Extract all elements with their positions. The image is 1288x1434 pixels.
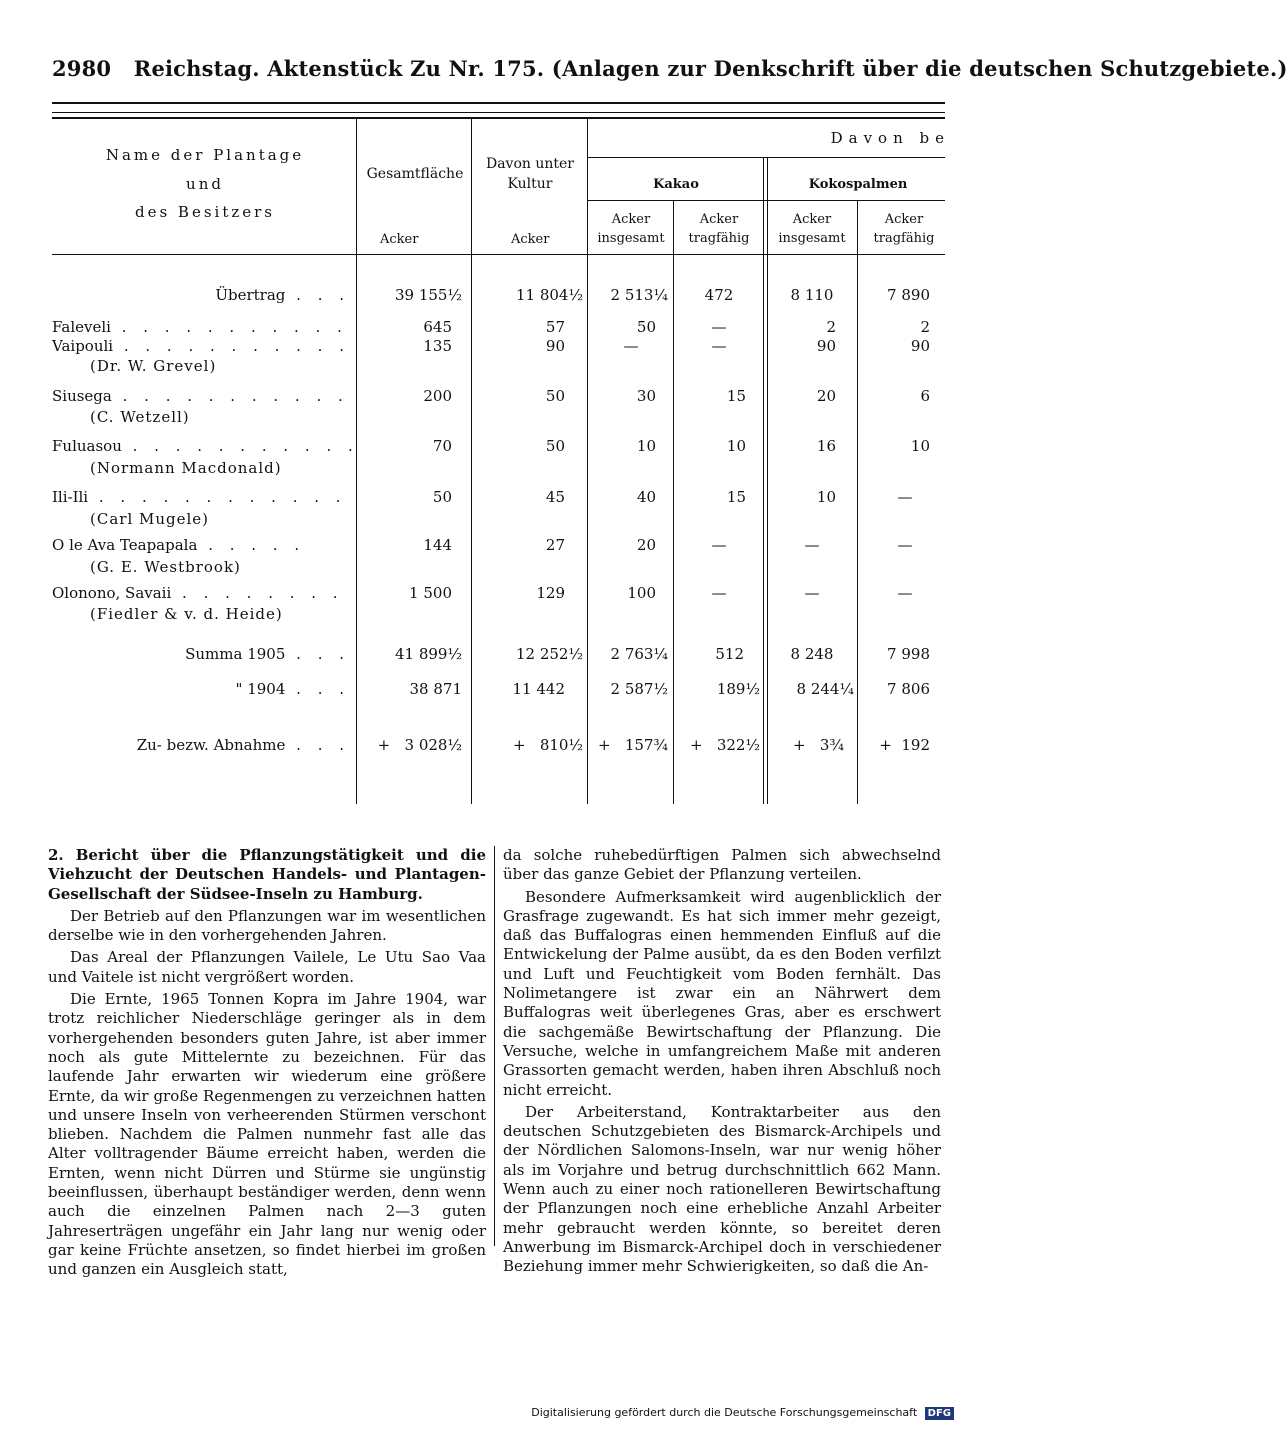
cell-kakao-ins: 2 513¼	[610, 286, 668, 304]
row-owner: (G. E. Westbrook)	[90, 558, 241, 576]
davon-rule	[587, 157, 945, 158]
cell-kakao-trag: + 322½	[689, 736, 760, 754]
paragraph: da solche ruhebedürftigen Palmen sich abwechselnd über das ganze Gebiet der Pflanzung verteilen.	[503, 846, 941, 884]
head-name-2: und	[186, 175, 224, 193]
row-name: " 1904	[235, 680, 286, 698]
cell-kokos-ins: 20	[816, 387, 836, 405]
row-owner: (Normann Macdonald)	[90, 459, 282, 477]
cell-total: 200	[423, 387, 452, 405]
row-owner: (Fiedler & v. d. Heide)	[90, 605, 283, 623]
row-name: Übertrag	[215, 286, 286, 304]
footer-text: Digitalisierung gefördert durch die Deutsche Forschungsgemeinschaft	[531, 1406, 918, 1419]
cell-kokos-ins: 8 244¼	[796, 680, 854, 698]
cell-kakao-trag: —	[711, 337, 727, 355]
cell-kokos-trag: —	[897, 488, 913, 506]
cell-total: 135	[423, 337, 452, 355]
cell-kakao-ins: 100	[627, 584, 656, 602]
row-name: Summa 1905	[185, 645, 286, 663]
digitization-footer	[531, 1406, 954, 1420]
cell-cult: 27	[545, 536, 565, 554]
vline-5b	[767, 157, 768, 804]
row-name: Olonono, Savaii	[52, 584, 172, 602]
cell-kakao-ins: 20	[636, 536, 656, 554]
table-top-rule-2	[52, 117, 945, 119]
paragraph: Der Betrieb auf den Pflanzungen war im wesentlichen derselbe wie in den vorhergehenden Jahren.	[48, 906, 486, 945]
vline-3	[587, 119, 588, 804]
row-name: Fuluasou	[52, 437, 122, 455]
cell-kokos-ins: 16	[816, 437, 836, 455]
group-kakao: Kakao	[653, 177, 699, 192]
cell-kokos-trag: 10	[910, 437, 930, 455]
cell-kakao-trag: —	[711, 536, 727, 554]
cell-total: 70	[432, 437, 452, 455]
page-number: 2980	[52, 56, 112, 81]
cell-kakao-ins: 10	[636, 437, 656, 455]
paragraph: Der Arbeiterstand, Kontraktarbeiter aus den deutschen Schutzgebieten des Bismarck-Archipels und der Nördlichen Salomons-Inseln, war nur wenig höher als im Vorjahre und betrug durchschnittlich 662 Mann. Wenn auch zu einer noch rationelleren Bewirtschaftung der Pflanzungen noch eine erhebliche Anzahl Arbeiter mehr gebraucht werden könnte, so bereitet deren Anwerbung im Bismarck-Archipel doch in verschiedener Beziehung immer mehr Schwierigkeiten, so daß die An-	[503, 1102, 941, 1276]
cell-kakao-trag: 472	[704, 286, 734, 304]
head-cult-unit: Acker	[511, 232, 550, 247]
cell-kakao-trag: —	[711, 318, 727, 336]
head-cult: Davon unter Kultur	[485, 156, 574, 192]
row-name: O le Ava Teapapala	[52, 536, 198, 554]
cell-kakao-trag: 15	[726, 488, 746, 506]
cell-kakao-ins: 40	[636, 488, 656, 506]
cell-kokos-ins: —	[804, 536, 820, 554]
sub-kakao-tragfaehig: Acker tragfähig	[688, 212, 750, 246]
header-rule	[52, 102, 945, 104]
cell-kakao-ins: —	[623, 337, 639, 355]
cell-kokos-trag: —	[897, 584, 913, 602]
cell-kokos-trag: —	[897, 536, 913, 554]
cell-kakao-ins: + 157¾	[597, 736, 668, 754]
cell-kokos-trag: 90	[910, 337, 930, 355]
cell-cult: 90	[545, 337, 565, 355]
head-davon: Davon be	[830, 129, 950, 147]
cell-kakao-trag: —	[711, 584, 727, 602]
cell-kakao-ins: 50	[636, 318, 656, 336]
cell-cult: 45	[545, 488, 565, 506]
group-rule	[587, 200, 945, 201]
report-title: 2. Bericht über die Pflanzungstätigkeit und die Viehzucht der Deutschen Handels- und Plantagen-Gesellschaft der Südsee-Inseln zu Hamburg.	[48, 846, 486, 903]
cell-cult: + 810½	[512, 736, 583, 754]
paragraph: Das Areal der Pflanzungen Vailele, Le Utu Sao Vaa und Vaitele ist nicht vergrößert worden.	[48, 948, 486, 986]
vline-6	[857, 200, 858, 804]
cell-kokos-ins: 90	[816, 337, 836, 355]
cell-cult: 50	[545, 437, 565, 455]
cell-total: 50	[432, 488, 452, 506]
vline-5a	[763, 157, 764, 804]
row-owner: (Dr. W. Grevel)	[90, 357, 217, 375]
cell-kokos-ins: 2	[826, 318, 836, 336]
row-name: Vaipouli	[52, 337, 114, 355]
cell-kakao-trag: 512	[715, 645, 744, 663]
cell-kokos-ins: 10	[816, 488, 836, 506]
left-column	[48, 846, 486, 1283]
cell-kokos-ins: —	[804, 584, 820, 602]
vline-1	[356, 119, 357, 804]
cell-cult: 11 804½	[515, 286, 583, 304]
cell-total: 645	[423, 318, 452, 336]
cell-kokos-ins: 8 110	[790, 286, 834, 304]
paragraph: Besondere Aufmerksamkeit wird augenblicklich der Grasfrage zugewandt. Es hat sich immer mehr gezeigt, daß das Buffalogras einen hemmenden Einfluß auf die Entwickelung der Palme ausübt, da es den Boden verfilzt und Luft und Feuchtigkeit vom Boden fernhält. Das Nolimetangere ist zwar ein an Nährwert dem Buffalogras weit überlegenes Gras, aber es erschwert die sachgemäße Bewirtschaftung der Pflanzung. Die Versuche, welche in umfangreichem Maße mit anderen Grassorten gemacht werden, haben ihren Abschluß noch nicht erreicht.	[503, 887, 941, 1099]
cell-cult: 57	[545, 318, 565, 336]
row-name: Siusega	[52, 387, 112, 405]
cell-cult: 12 252½	[515, 645, 583, 663]
cell-total: 41 899½	[394, 645, 462, 663]
right-column	[503, 846, 941, 1280]
row-owner: (C. Wetzell)	[90, 408, 190, 426]
cell-kokos-trag: 6	[920, 387, 930, 405]
head-name-1: Name der Plantage	[105, 146, 305, 164]
row-name: Faleveli	[52, 318, 111, 336]
head-total-unit: Acker	[380, 232, 419, 247]
head-name-3: des Besitzers	[134, 203, 275, 221]
cell-kokos-ins: + 3¾	[793, 736, 844, 754]
cell-kakao-trag: 10	[726, 437, 746, 455]
cell-kakao-trag: 15	[726, 387, 746, 405]
paragraph: Die Ernte, 1965 Tonnen Kopra im Jahre 1904, war trotz reichlicher Niederschläge geringer als in dem vorhergehenden besonders guten Jahre, ist aber immer noch als gute Mittelernte zu bezeichnen. Für das laufende Jahr erwarten wir wiederum eine größere Ernte, da wir große Regenmengen zu verzeichnen hatten und unsere Inseln von verheerenden Stürmen verschont blieben. Nachdem die Palmen nunmehr fast alle das Alter volltragender Bäume erreicht haben, werden die Ernten, wenn nicht Dürren und Stürme sie ungünstig beeinflussen, überhaupt beständiger werden, denn wenn auch die einzelnen Palmen nach 2—3 guten Jahreserträgen ungefähr ein Jahr lang nur wenig oder gar keine Früchte ansetzen, so findet hierbei im großen und ganzen ein Ausgleich statt,	[48, 990, 486, 1279]
cell-total: 1 500	[409, 584, 452, 602]
cell-total: + 3 028½	[377, 736, 462, 754]
dfg-logo: DFG	[925, 1407, 954, 1420]
cell-kakao-ins: 2 587½	[610, 680, 668, 698]
row-owner: (Carl Mugele)	[90, 510, 210, 528]
group-kokos: Kokospalmen	[808, 177, 908, 192]
cell-cult: 11 442	[512, 680, 565, 698]
cell-kokos-trag: 7 890	[887, 286, 930, 304]
column-divider	[494, 846, 495, 1246]
cell-cult: 50	[545, 387, 565, 405]
cell-kokos-trag: 7 806	[887, 680, 930, 698]
row-name: Ili-Ili	[52, 488, 89, 506]
cell-total: 144	[423, 536, 452, 554]
cell-kakao-trag: 189½	[716, 680, 760, 698]
cell-kakao-ins: 30	[636, 387, 656, 405]
table-top-rule	[52, 112, 945, 113]
sub-kokos-insgesamt: Acker insgesamt	[778, 212, 846, 246]
cell-kokos-ins: 8 248	[790, 645, 834, 663]
header-text: Reichstag. Aktenstück Zu Nr. 175. (Anlagen zur Denkschrift über die deutschen Schutzgebiete.)	[133, 56, 1288, 81]
vline-4	[673, 200, 674, 804]
cell-total: 38 871	[409, 680, 462, 698]
cell-kokos-trag: 2	[920, 318, 930, 336]
row-name: Zu- bezw. Abnahme	[136, 736, 286, 754]
head-total: Gesamtfläche	[366, 166, 464, 182]
cell-kakao-ins: 2 763¼	[610, 645, 668, 663]
cell-total: 39 155½	[394, 286, 462, 304]
sub-kokos-tragfaehig: Acker tragfähig	[873, 212, 935, 246]
cell-kokos-trag: + 192	[879, 736, 930, 754]
page-header	[52, 56, 1288, 81]
cell-kokos-trag: 7 998	[887, 645, 930, 663]
sub-kakao-insgesamt: Acker insgesamt	[597, 212, 665, 246]
head-bottom-rule	[52, 254, 945, 255]
vline-2	[471, 119, 472, 804]
cell-cult: 129	[536, 584, 565, 602]
